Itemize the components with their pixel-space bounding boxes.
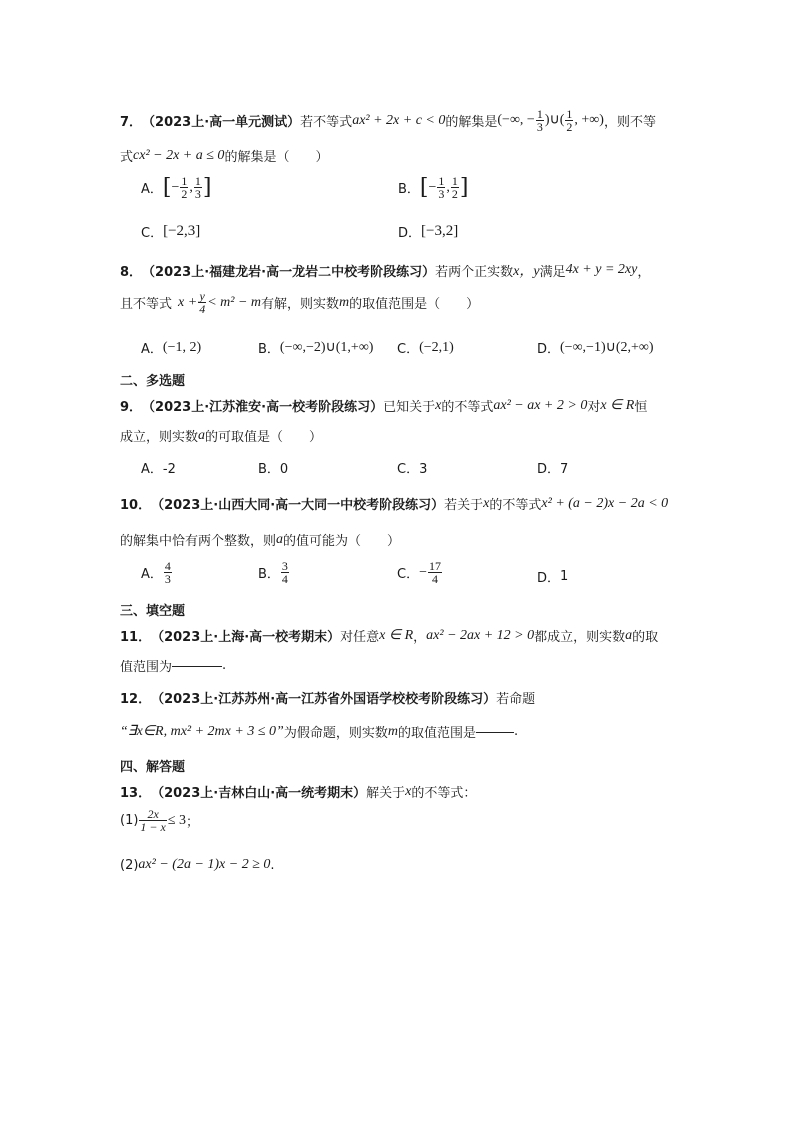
q10-variable: x xyxy=(483,495,490,511)
q9-text: 恒 xyxy=(634,400,648,415)
option-value: 7 xyxy=(560,462,569,477)
q7-option-d xyxy=(398,222,458,241)
q10-text: 的解集中恰有两个整数，则 xyxy=(120,534,277,549)
q9-line1 xyxy=(120,396,647,415)
q9-text: 的不等式 xyxy=(441,400,494,415)
q8-source: （2023上·福建龙岩·高一龙岩二中校考阶段练习） xyxy=(142,264,436,280)
option-label: B． xyxy=(258,567,280,582)
answer-blank[interactable] xyxy=(476,731,514,733)
part-label: (2) xyxy=(120,857,139,873)
q13-variable: x xyxy=(405,783,412,799)
q13-text: . xyxy=(270,857,275,873)
q7-option-a xyxy=(141,175,212,200)
q11-source: （2023上·上海·高一校考期末） xyxy=(151,630,341,645)
q11-text: ， xyxy=(413,630,427,645)
option-label: D． xyxy=(537,342,561,357)
section-heading: 三、填空题 xyxy=(120,604,186,619)
frac-den: 1 − x xyxy=(140,820,166,834)
fraction xyxy=(281,560,289,585)
frac-num: 1 xyxy=(438,174,445,188)
q8-line2 xyxy=(120,290,479,315)
q7-line1 xyxy=(120,108,656,133)
option-label: D． xyxy=(537,571,561,586)
q11-text: 都成立，则实数 xyxy=(534,630,626,645)
q10-line1 xyxy=(120,494,668,513)
q13-text: 解关于 xyxy=(366,786,406,801)
q13-inequality: ax² − (2a − 1)x − 2 ≥ 0 xyxy=(138,857,271,872)
q10-text: 若关于 xyxy=(444,498,484,513)
q7-fraction xyxy=(565,108,573,133)
option-value: -2 xyxy=(162,462,176,477)
q12-text: 若命题 xyxy=(496,692,536,707)
comma: , xyxy=(446,179,450,195)
q7-solution-part: )∪( xyxy=(544,112,565,128)
q8-option-b xyxy=(258,338,373,357)
q7-number: 7． xyxy=(120,115,143,130)
option-label: C． xyxy=(397,342,420,357)
q8-variable: m xyxy=(339,294,350,310)
section-heading: 二、多选题 xyxy=(120,374,186,389)
q10-number: 10． xyxy=(120,498,152,513)
q7-inequality: ax² + 2x + c < 0 xyxy=(352,112,446,128)
q12-source: （2023上·江苏苏州·高一江苏省外国语学校校考阶段练习） xyxy=(151,692,497,707)
q12-line1 xyxy=(120,688,535,707)
q8-text: 的取值范围是（ ） xyxy=(349,297,480,312)
fraction xyxy=(180,175,188,200)
option-value: (−2,1) xyxy=(419,339,454,355)
option-value: (−∞,−2)∪(1,+∞) xyxy=(279,340,374,355)
q13-part2 xyxy=(120,857,275,873)
q8-option-d xyxy=(537,338,654,357)
option-label: A． xyxy=(141,342,163,357)
q7-text: ，则不等 xyxy=(603,115,656,130)
fraction xyxy=(164,560,172,585)
frac-num: 1 xyxy=(451,174,458,188)
minus-sign: − xyxy=(428,179,437,195)
q10-option-c xyxy=(397,560,443,585)
q10-text: 的不等式 xyxy=(489,498,542,513)
q7-text: 若不等式 xyxy=(300,115,353,130)
q8-text: 有解，则实数 xyxy=(261,297,340,312)
bracket: [ xyxy=(419,175,429,200)
q11-line2 xyxy=(120,656,226,675)
q7-text: 的解集是（ ） xyxy=(224,150,329,165)
q10-line2 xyxy=(120,530,400,549)
q13-text: ； xyxy=(186,815,200,830)
frac-num: 1 xyxy=(536,107,543,121)
q13-text: 的不等式： xyxy=(411,786,477,801)
frac-den: 3 xyxy=(194,187,201,201)
q8-number: 8． xyxy=(120,264,143,280)
q8-option-a xyxy=(141,338,201,357)
q11-variable: a xyxy=(625,627,633,643)
q9-number: 9． xyxy=(120,400,143,415)
q7-text: 式 xyxy=(120,150,134,165)
option-value: 3 xyxy=(419,462,428,477)
q12-line2 xyxy=(120,722,518,741)
frac-den: 2 xyxy=(451,187,458,201)
q12-text: 的取值范围是 xyxy=(397,726,476,741)
q13-line1 xyxy=(120,782,476,801)
q7-solution-part: (−∞, − xyxy=(497,112,535,128)
fraction xyxy=(428,560,442,585)
q9-source: （2023上·江苏淮安·高一校考阶段练习） xyxy=(142,400,384,415)
q7-inequality-2: cx² − 2x + a ≤ 0 xyxy=(133,147,225,163)
option-label: C． xyxy=(397,567,420,582)
q9-variable: x xyxy=(435,397,442,413)
option-label: D． xyxy=(537,462,561,477)
option-value: 1 xyxy=(560,569,569,584)
option-label: B． xyxy=(258,462,280,477)
frac-den: 3 xyxy=(536,120,543,134)
q8-vars: x，y xyxy=(513,264,540,279)
q11-inequality: ax² − 2ax + 12 > 0 xyxy=(426,627,535,643)
frac-den: 3 xyxy=(438,187,445,201)
q7-option-b xyxy=(398,175,469,200)
q12-text: 为假命题，则实数 xyxy=(283,726,388,741)
q8-text: 且不等式 xyxy=(120,297,173,312)
bracket: ] xyxy=(202,175,212,200)
q13-inequality: ≤ 3 xyxy=(167,812,187,828)
q11-text: . xyxy=(222,658,227,673)
q7-solution-set xyxy=(497,108,604,133)
frac-num: 3 xyxy=(281,559,288,573)
q10-source: （2023上·山西大同·高一大同一中校考阶段练习） xyxy=(151,498,445,513)
q12-number: 12． xyxy=(120,692,152,707)
bracket: [ xyxy=(162,175,172,200)
q13-part1 xyxy=(120,808,199,833)
q7-source: （2023上·高一单元测试） xyxy=(142,115,301,130)
option-label: A． xyxy=(141,182,163,197)
option-label: D． xyxy=(398,226,422,241)
q12-text: . xyxy=(513,724,519,739)
q7-fraction xyxy=(536,108,544,133)
frac-num: y xyxy=(199,289,205,303)
q9-line2 xyxy=(120,426,322,445)
frac-num: 2x xyxy=(139,808,166,821)
option-label: A． xyxy=(141,567,163,582)
answer-blank[interactable] xyxy=(172,665,222,667)
q10-option-d xyxy=(537,567,568,586)
option-label: B． xyxy=(398,182,420,197)
fraction xyxy=(437,175,445,200)
fraction xyxy=(451,175,459,200)
fraction xyxy=(139,808,166,833)
q8-line1 xyxy=(120,260,650,280)
option-label: A． xyxy=(141,462,163,477)
q9-inequality: ax² − ax + 2 > 0 xyxy=(493,397,588,413)
frac-num: 17 xyxy=(428,559,441,573)
option-label: C． xyxy=(141,226,164,241)
q12-proposition: “∃x∈R, mx² + 2mx + 3 ≤ 0” xyxy=(120,724,284,739)
frac-num: 1 xyxy=(566,107,573,121)
q11-number: 11． xyxy=(120,630,152,645)
q8-text: 满足 xyxy=(539,264,566,280)
q9-text: 已知关于 xyxy=(383,400,436,415)
frac-den: 4 xyxy=(431,572,438,586)
q10-inequality: x² + (a − 2)x − 2a < 0 xyxy=(541,495,669,511)
frac-den: 2 xyxy=(566,120,573,134)
q9-text: 对 xyxy=(587,400,601,415)
q7-text: 的解集是 xyxy=(445,115,498,130)
q8-condition: 4x + y = 2xy xyxy=(565,262,638,277)
section-heading: 四、解答题 xyxy=(120,760,186,775)
minus-sign: − xyxy=(419,564,427,580)
option-value: [−3,2] xyxy=(421,223,459,239)
q7-solution-part: , +∞) xyxy=(574,112,604,128)
q8-text: ， xyxy=(637,264,651,280)
q10-variable: a xyxy=(276,531,284,547)
frac-den: 3 xyxy=(164,572,171,586)
q9-text: 的可取值是（ ） xyxy=(205,430,323,445)
q8-option-c xyxy=(397,338,454,357)
minus-sign: − xyxy=(171,179,180,195)
q9-variable: a xyxy=(198,427,206,443)
q13-number: 13． xyxy=(120,786,152,801)
q9-option-b xyxy=(258,458,288,477)
frac-den: 2 xyxy=(181,187,188,201)
q7-option-c xyxy=(141,222,200,241)
q12-variable: m xyxy=(387,723,398,739)
q11-text: 值范围为 xyxy=(120,660,173,675)
option-label: C． xyxy=(397,462,420,477)
option-value: (−∞,−1)∪(2,+∞) xyxy=(560,340,654,355)
frac-den: 4 xyxy=(199,302,206,316)
frac-den: 4 xyxy=(281,572,288,586)
q9-text: 成立，则实数 xyxy=(120,430,199,445)
q11-domain: x ∈ R xyxy=(379,628,414,643)
q8-inequality: x + xyxy=(178,294,198,310)
q8-text: 若两个正实数 xyxy=(435,264,514,280)
q10-option-b xyxy=(258,560,290,585)
frac-num: 1 xyxy=(194,174,201,188)
q9-option-d xyxy=(537,458,568,477)
q11-text: 对任意 xyxy=(340,630,380,645)
bracket: ] xyxy=(459,175,469,200)
q9-domain: x ∈ R xyxy=(600,398,635,413)
option-value: [−2,3] xyxy=(163,223,201,239)
fraction xyxy=(198,290,206,315)
q10-option-a xyxy=(141,560,173,585)
option-value: 0 xyxy=(279,462,289,477)
comma: , xyxy=(189,179,193,195)
frac-num: 4 xyxy=(164,559,171,573)
q13-source: （2023上·吉林白山·高一统考期末） xyxy=(151,786,367,801)
q11-text: 的取 xyxy=(632,630,659,645)
q7-line2 xyxy=(120,146,328,165)
q8-inequality: < m² − m xyxy=(207,294,261,310)
q10-text: 的值可能为（ ） xyxy=(283,534,401,549)
option-value: (−1, 2) xyxy=(162,339,202,355)
q9-option-c xyxy=(397,458,427,477)
fraction xyxy=(194,175,202,200)
q9-option-a xyxy=(141,458,176,477)
q11-line1 xyxy=(120,626,658,645)
part-label: (1) xyxy=(120,813,139,828)
frac-num: 1 xyxy=(181,174,188,188)
option-label: B． xyxy=(258,342,280,357)
